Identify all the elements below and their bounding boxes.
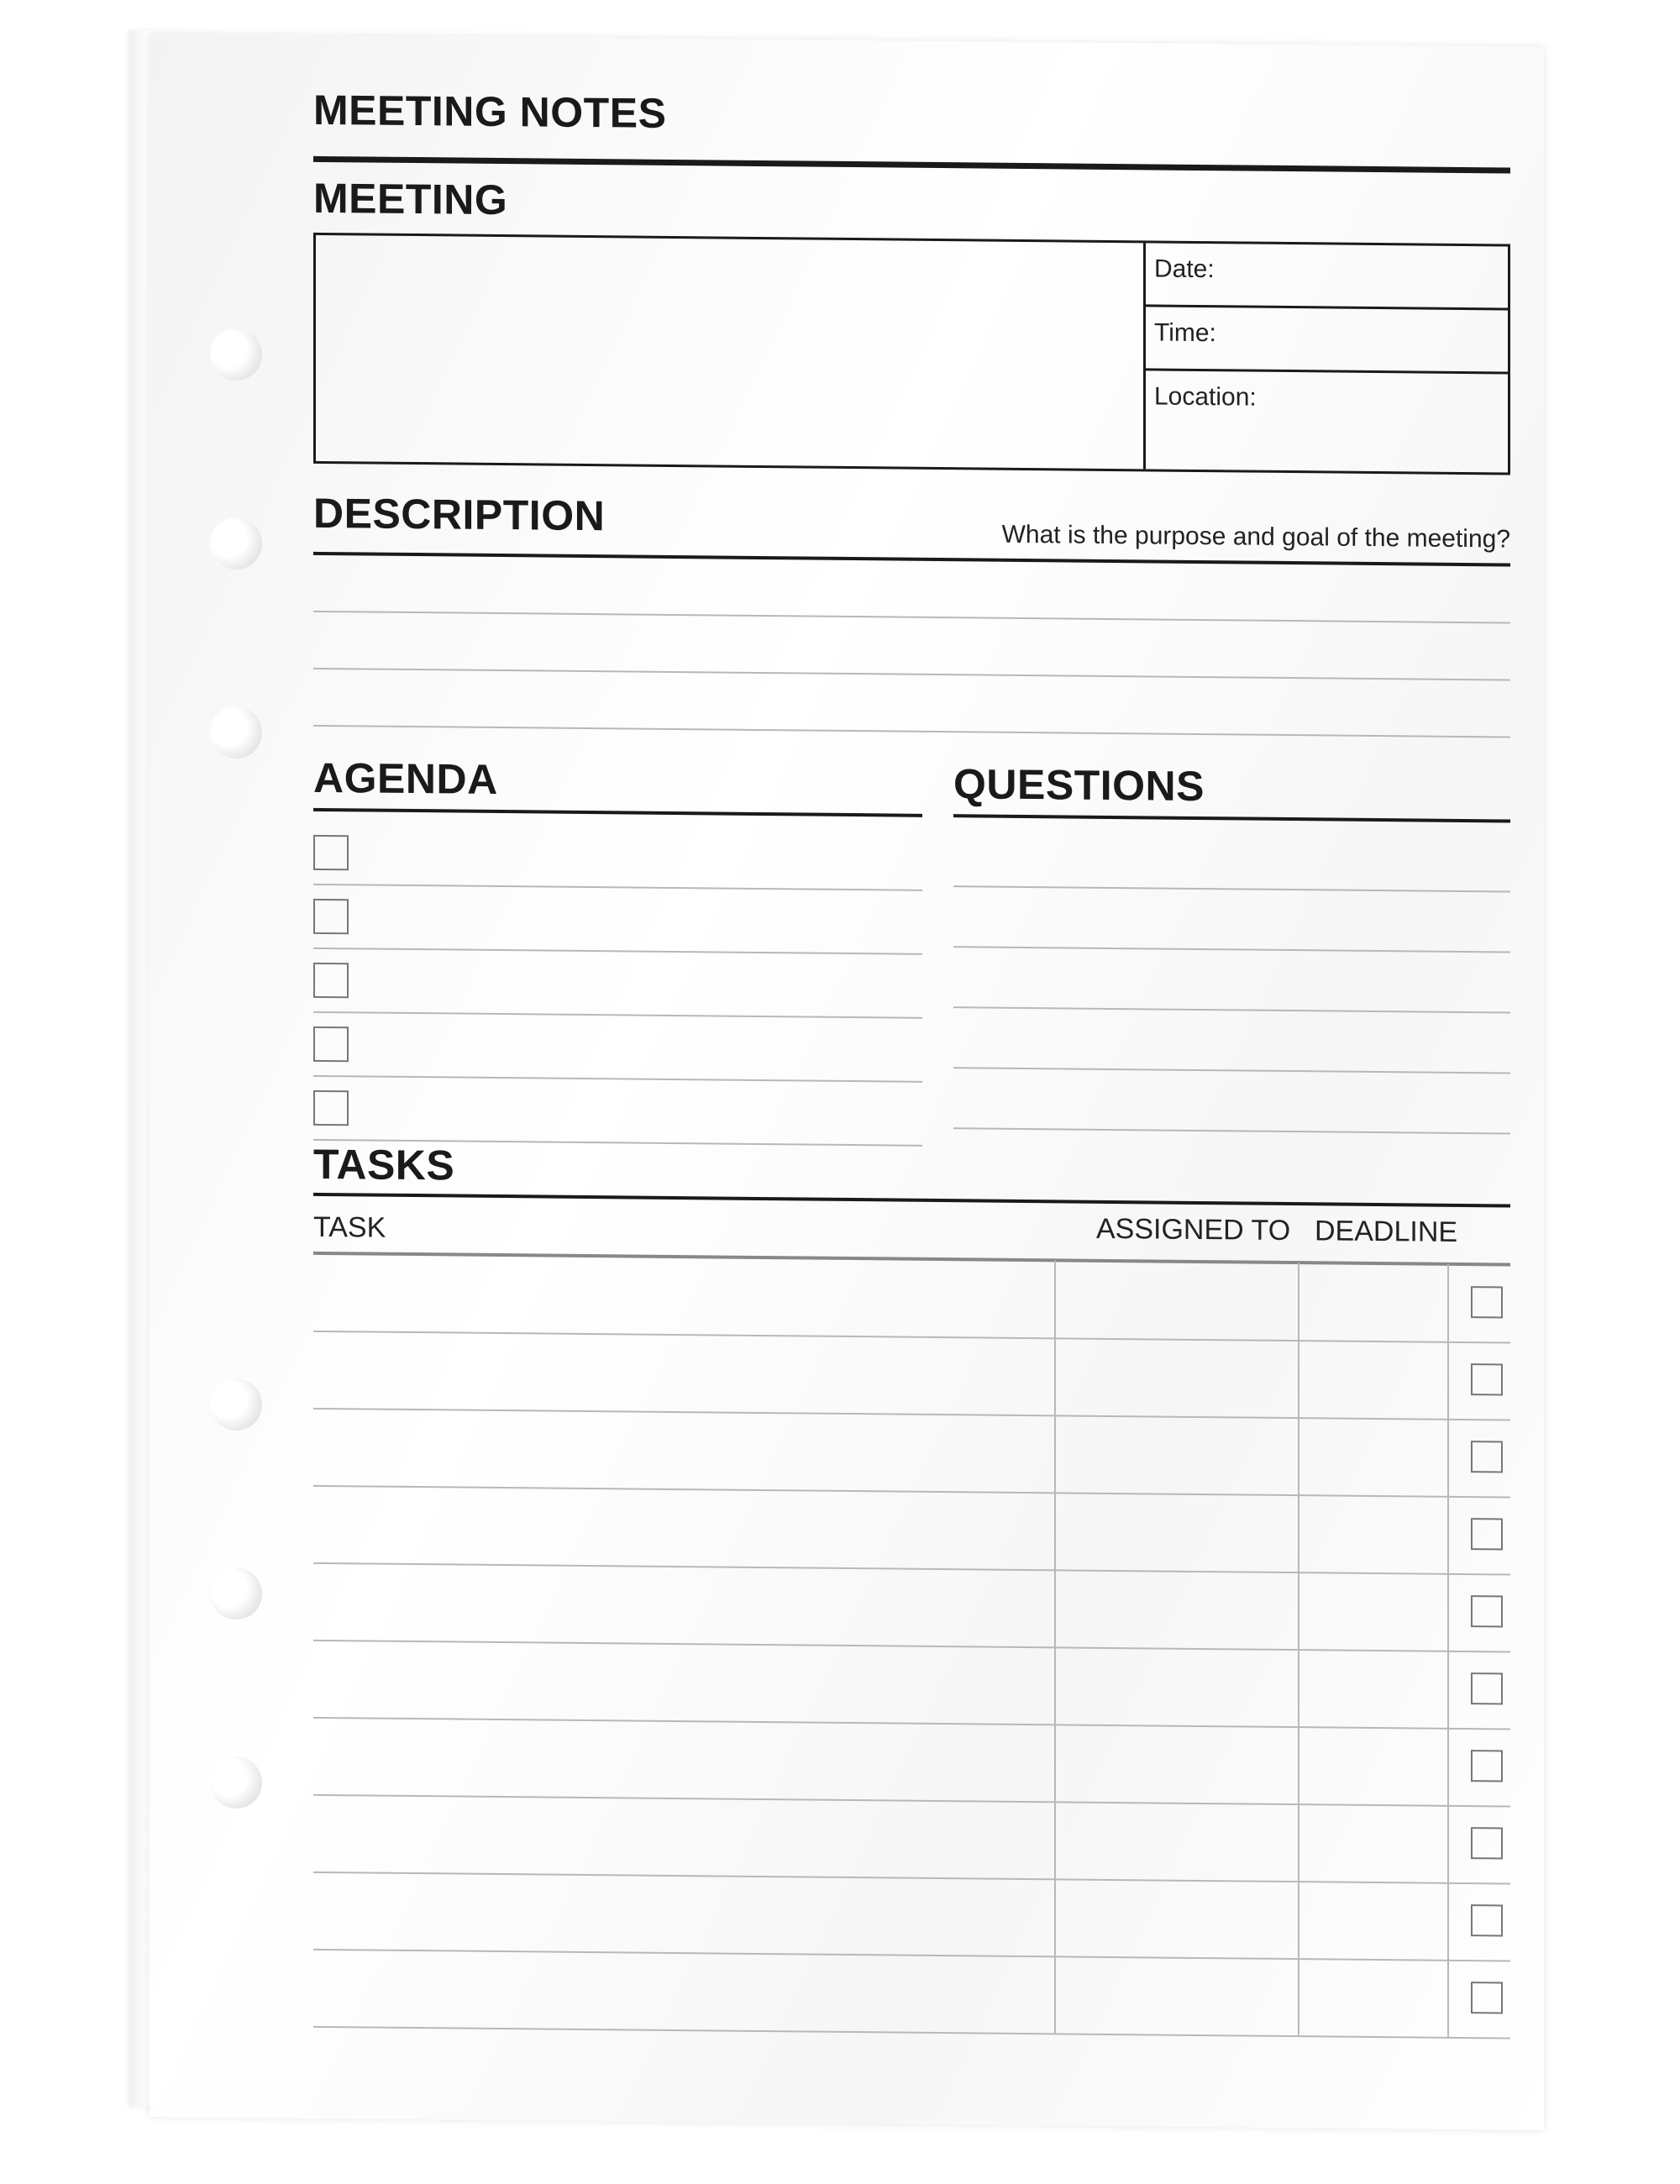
page-content — [313, 86, 1510, 1248]
agenda-checkbox[interactable] — [313, 1026, 349, 1062]
tasks-rule — [313, 1193, 1510, 1208]
task-column-header: TASK — [313, 1210, 386, 1244]
meeting-info-column — [1143, 243, 1508, 472]
question-line[interactable] — [953, 946, 1510, 953]
agenda-line[interactable] — [313, 1011, 922, 1019]
description-heading: DESCRIPTION — [313, 489, 606, 540]
description-rule — [313, 552, 1510, 567]
task-done-checkbox[interactable] — [1471, 1750, 1503, 1782]
questions-rule — [953, 814, 1510, 822]
task-row-line[interactable] — [313, 2026, 1510, 2040]
agenda-line[interactable] — [313, 948, 922, 955]
punch-hole — [210, 328, 262, 381]
deadline-column-divider — [1298, 1263, 1299, 2035]
time-field[interactable] — [1146, 307, 1508, 374]
agenda-line[interactable] — [313, 884, 922, 891]
meeting-box — [313, 233, 1510, 475]
question-line[interactable] — [953, 1006, 1510, 1013]
task-done-checkbox[interactable] — [1471, 1827, 1503, 1859]
agenda-rule — [313, 808, 922, 817]
agenda-checkbox[interactable] — [313, 963, 349, 998]
description-line[interactable] — [313, 668, 1510, 681]
task-done-checkbox[interactable] — [1471, 1595, 1503, 1627]
task-done-checkbox[interactable] — [1471, 1286, 1503, 1318]
task-row-line[interactable] — [313, 1794, 1510, 1808]
agenda-checkbox[interactable] — [313, 835, 349, 870]
task-row-line[interactable] — [313, 1331, 1510, 1344]
task-done-checkbox[interactable] — [1471, 1441, 1503, 1473]
punch-hole — [210, 1756, 262, 1809]
meeting-heading: MEETING — [313, 174, 508, 224]
agenda-line[interactable] — [313, 1075, 922, 1083]
punch-hole — [210, 1567, 262, 1620]
question-line[interactable] — [953, 1067, 1510, 1074]
punch-hole — [210, 517, 262, 570]
assigned-column-divider — [1054, 1260, 1056, 2033]
notes-sheet — [150, 34, 1544, 2130]
task-done-checkbox[interactable] — [1471, 1982, 1503, 2013]
check-column-divider — [1447, 1264, 1449, 2037]
question-line[interactable] — [953, 885, 1510, 892]
page-title: MEETING NOTES — [313, 86, 667, 137]
task-row-line[interactable] — [313, 1485, 1510, 1499]
task-done-checkbox[interactable] — [1471, 1518, 1503, 1550]
description-hint: What is the purpose and goal of the meeting? — [1001, 520, 1510, 554]
agenda-checkbox[interactable] — [313, 899, 349, 934]
description-line[interactable] — [313, 611, 1510, 624]
date-field[interactable] — [1146, 243, 1508, 310]
task-done-checkbox[interactable] — [1471, 1363, 1503, 1395]
meeting-name-field[interactable] — [316, 235, 1143, 469]
deadline-column-header: DEADLINE — [1315, 1215, 1458, 1248]
tasks-header-rule — [313, 1252, 1510, 1267]
assigned-column-header: ASSIGNED TO — [1096, 1212, 1291, 1247]
task-row-line[interactable] — [313, 1408, 1510, 1421]
date-label: Date: — [1154, 255, 1215, 284]
punch-hole — [210, 706, 262, 759]
time-label: Time: — [1154, 318, 1216, 348]
task-row-line[interactable] — [313, 1872, 1510, 1885]
location-label: Location: — [1154, 382, 1257, 412]
task-row-line[interactable] — [313, 1562, 1510, 1576]
task-row-line[interactable] — [313, 1949, 1510, 1962]
task-done-checkbox[interactable] — [1471, 1904, 1503, 1936]
description-line[interactable] — [313, 725, 1510, 738]
location-field[interactable] — [1146, 370, 1508, 438]
punch-hole — [210, 1378, 262, 1431]
question-line[interactable] — [953, 1127, 1510, 1134]
task-done-checkbox[interactable] — [1471, 1672, 1503, 1704]
tasks-heading: TASKS — [313, 1140, 455, 1189]
agenda-heading: AGENDA — [313, 753, 498, 803]
questions-heading: QUESTIONS — [953, 760, 1205, 811]
task-row-line[interactable] — [313, 1717, 1510, 1730]
title-rule — [313, 156, 1510, 174]
agenda-checkbox[interactable] — [313, 1090, 349, 1126]
task-row-line[interactable] — [313, 1640, 1510, 1653]
